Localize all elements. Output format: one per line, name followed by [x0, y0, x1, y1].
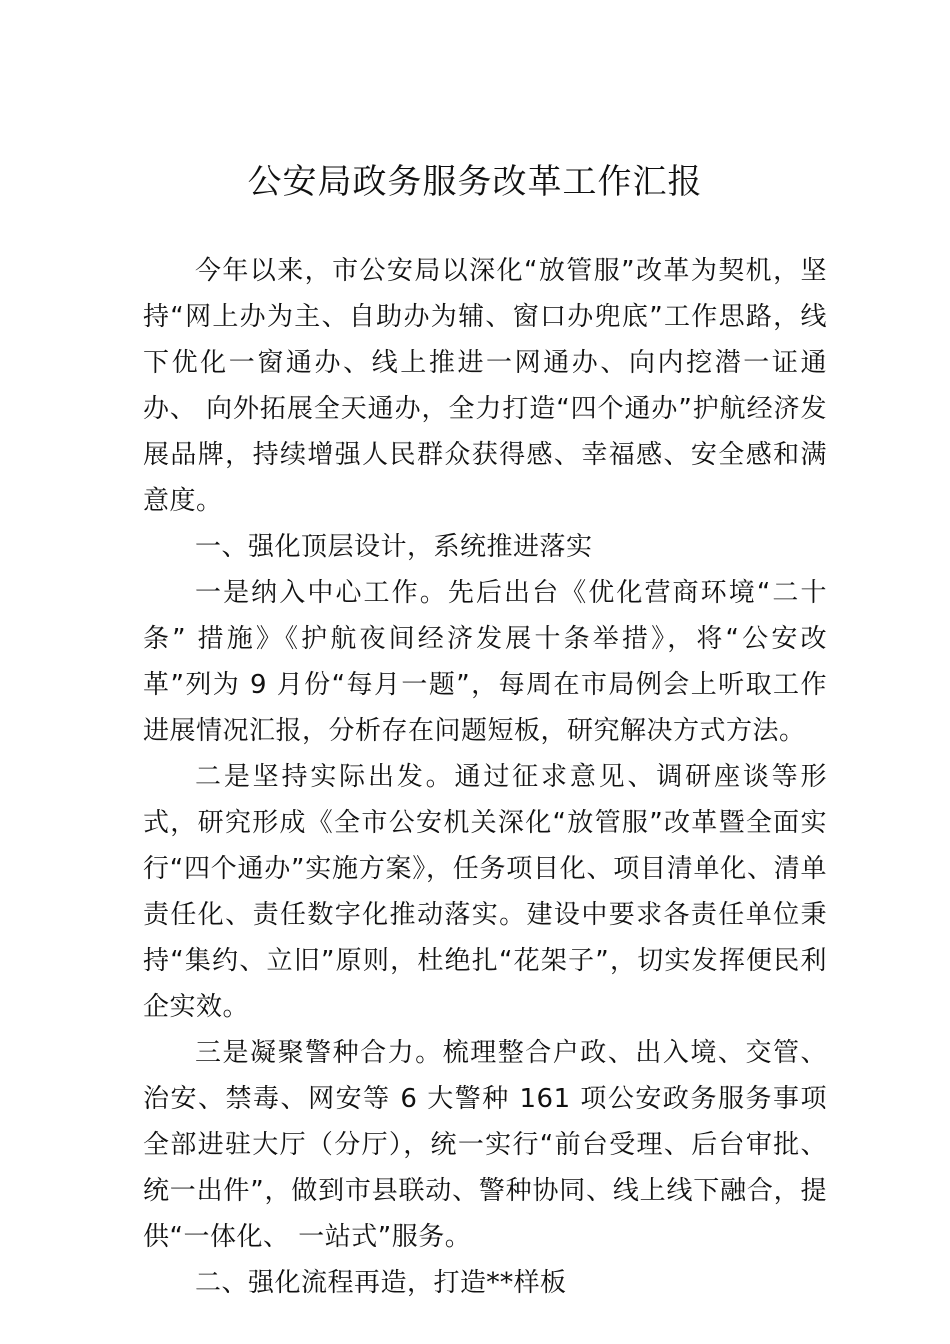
section-heading-2: 二、强化流程再造，打造**样板	[195, 1268, 567, 1298]
document-body	[143, 248, 827, 1306]
point-paragraph-3: 三是凝聚警种合力。梳理整合户政、出入境、交管、治安、禁毒、网安等 6 大警种 161 项公安政务服务事项全部进驻大厅（分厅），统一实行“前台受理、后台审批、统一出件”，做到市县联动、警种协同、线上线下融合，提供“一体化、 一站式”服务。	[143, 1038, 827, 1252]
document-title: 公安局政务服务改革工作汇报	[247, 162, 703, 202]
point-paragraph-1: 一是纳入中心工作。先后出台《优化营商环境“二十条” 措施》《护航夜间经济发展十条举措》，将“公安改革”列为 9 月份“每月一题”，每周在市局例会上听取工作进展情况汇报，分析存在问题短板，研究解决方式方法。	[143, 578, 827, 746]
point-paragraph-2: 二是坚持实际出发。通过征求意见、调研座谈等形式，研究形成《全市公安机关深化“放管服”改革暨全面实行“四个通办”实施方案》，任务项目化、项目清单化、清单责任化、责任数字化推动落实。建设中要求各责任单位秉持“集约、立旧”原则，杜绝扎“花架子”，切实发挥便民利企实效。	[143, 762, 827, 1022]
section-heading-1: 一、强化顶层设计，系统推进落实	[195, 532, 593, 562]
intro-paragraph: 今年以来，市公安局以深化“放管服”改革为契机，坚持“网上办为主、自助办为辅、窗口办兜底”工作思路，线下优化一窗通办、线上推进一网通办、向内挖潜一证通办、 向外拓展全天通办，全力打造“四个通办”护航经济发展品牌，持续增强人民群众获得感、幸福感、安全感和满意度。	[143, 256, 827, 516]
